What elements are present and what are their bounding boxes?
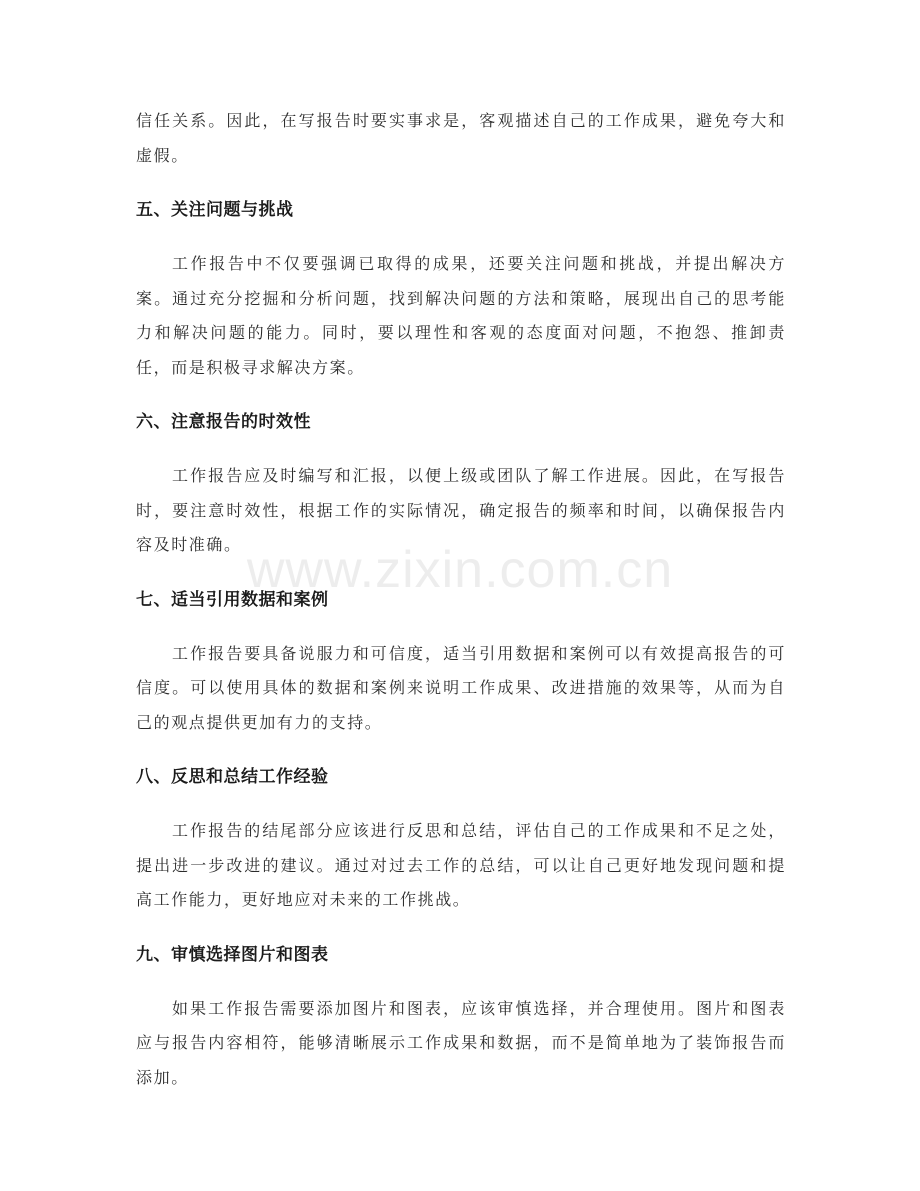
section-heading: 六、注意报告的时效性 — [136, 412, 311, 432]
section-paragraph: 如果工作报告需要添加图片和图表，应该审慎选择，并合理使用。图片和图表应与报告内容相符，能够清晰展示工作成果和数据，而不是简单地为了装饰报告而添加。 — [136, 998, 786, 1087]
section-heading: 九、审慎选择图片和图表 — [136, 944, 329, 965]
section-5 — [136, 193, 786, 405]
section-heading: 七、适当引用数据和案例 — [136, 589, 329, 610]
document-body — [136, 104, 786, 1095]
section-8 — [136, 760, 786, 938]
section-paragraph: 工作报告应及时编写和汇报，以便上级或团队了解工作进展。因此，在写报告时，要注意时效性，根据工作的实际情况，确定报告的频率和时间，以确保报告内容及时准确。 — [136, 466, 786, 554]
watermark: www.zixin.com.cn — [246, 541, 674, 599]
section-paragraph: 工作报告中不仅要强调已取得的成果，还要关注问题和挑战，并提出解决方案。通过充分挖掘和分析问题，找到解决问题的方法和策略，展现出自己的思考能力和解决问题的能力。同时，要以理性和客观的态度面对问题，不抱怨、推卸责任，而是积极寻求解决方案。 — [136, 254, 786, 377]
section-9 — [136, 938, 786, 1096]
section-6 — [136, 405, 786, 583]
intro-paragraph: 信任关系。因此，在写报告时要实事求是，客观描述自己的工作成果，避免夸大和虚假。 — [136, 111, 786, 165]
section-7 — [136, 583, 786, 761]
section-paragraph: 工作报告要具备说服力和可信度，适当引用数据和案例可以有效提高报告的可信度。可以使用具体的数据和案例来说明工作成果、改进措施的效果等，从而为自己的观点提供更加有力的支持。 — [136, 643, 786, 732]
section-paragraph: 工作报告的结尾部分应该进行反思和总结，评估自己的工作成果和不足之处，提出进一步改进的建议。通过对过去工作的总结，可以让自己更好地发现问题和提高工作能力，更好地应对未来的工作挑战。 — [136, 821, 786, 909]
section-heading: 五、关注问题与挑战 — [136, 200, 294, 220]
section-heading: 八、反思和总结工作经验 — [136, 767, 329, 787]
